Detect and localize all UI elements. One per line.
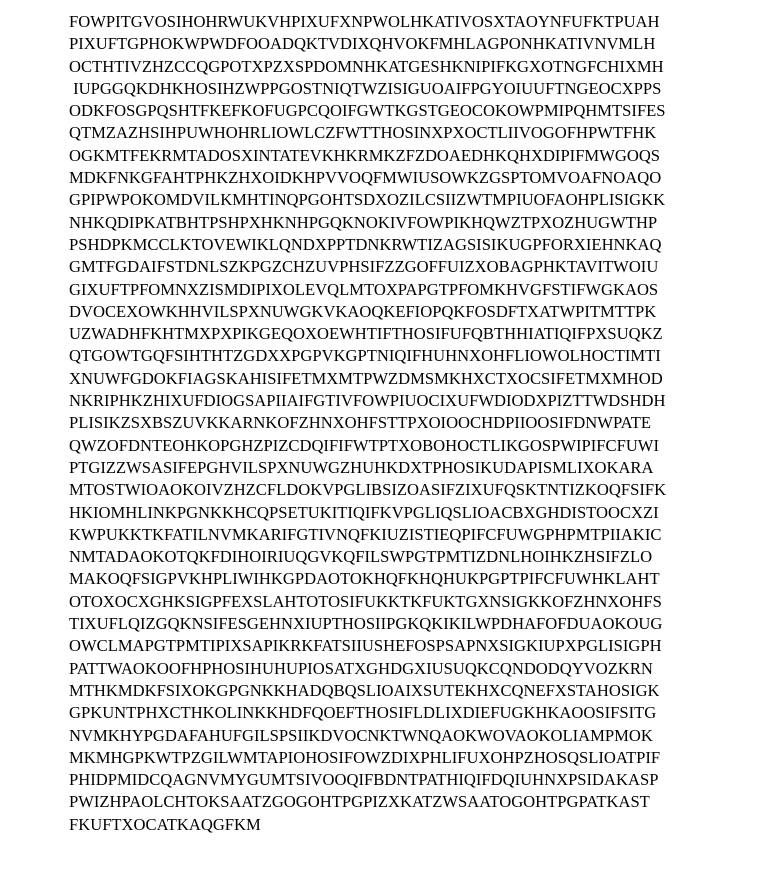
text-line: UZWADHFKHTMXPXPIKGEQOXOEWHTIFTHOSIFUFQBTHHIATIQIFPXSUQKZ — [69, 324, 663, 344]
text-line: FOWPITGVOSIHOHRWUKVHPIXUFXNPWOLHKATIVOSXTAOYNFUFKTPUAH — [69, 12, 660, 31]
text-line: TIXUFLQIZGQKNSIFESGEHNXIUPTHOSIIPGKQKIKILWPDHAFOFDUAOKOUG — [69, 614, 663, 634]
text-line: MTOSTWIOAOKOIVZHZCFLDOKVPGLIBSIZOASIFZIXUFQSKTNTIZKOQFSIFK — [69, 480, 667, 500]
text-line: GPIPWPOKOMDVILKMHTINQPGOHTSDXOZILCSIIZWTMPIUOFAOHPLISIGKK — [69, 190, 666, 210]
text-line: PATTWAOKOOFHPHOSIHUHUPIOSATXGHDGXIUSUQKCQNDODQYVOZKRN — [69, 658, 653, 678]
text-line: OTOXOCXGHKSIGPFEXSLAHTOTOSIFUKKTKFUKTGXNSIGKKOFZHNXOHFS — [69, 591, 662, 611]
text-line: FKUFTXOCATKAQGFKM — [69, 814, 261, 834]
text-line: QWZOFDNTEOHKOPGHZPIZCDQIFIFWTPTXOBOHOCTLIKGOSPWIPIFCFUWI — [69, 435, 659, 455]
text-line: PHIDPMIDCQAGNVMYGUMTSIVOOQIFBDNTPATHIQIFDQIUHNXPSIDAKASP — [69, 770, 659, 790]
text-line: PIXUFTGPHOKWPWDFOOADQKTVDIXQHVOKFMHLAGPONHKATIVNVMLH — [69, 34, 656, 54]
text-line: KWPUKKTKFATILNVMKARIFGTIVNQFKIUZISTIEQPIFCFUWGPHPMTPIIAKIC — [69, 524, 662, 544]
text-line: PSHDPKMCCLKTOVEWIKLQNDXPPTDNKRWTIZAGSISIKUGPFORXIEHNKAQ — [69, 234, 662, 254]
letter-grid-text — [69, 11, 759, 836]
text-line: OCTHTIVZHZCCQGPOTXPZXSPDOMNHKATGESHKNIPIFKGXOTNGFCHIXMH — [69, 56, 664, 76]
text-line: MTHKMDKFSIXOKGPGNKKHADQBQSLIOAIXSUTEKHXCQNEFXSTAHOSIGK — [69, 680, 660, 700]
text-line: GPKUNTPHXCTHKOLINKKHDFQOEFTHOSIFLDLIXDIEFUGKHKAOOSIFSITG — [69, 703, 657, 723]
text-line: ODKFOSGPQSHTFKEFKOFUGPCQOIFGWTKGSTGEOCOKOWPMIPQHMTSIFES — [69, 101, 666, 121]
text-line: PWIZHPAOLCHTOKSAATZGOGOHTPGPIZXKATZWSAATOGOHTPGPATKAST — [69, 792, 650, 812]
text-line: GMTFGDAIFSTDNLSZKPGZCHZUVPHSIFZZGOFFUIZXOBAGPHKTAVITWOIU — [69, 257, 659, 277]
text-line: QTGOWTGQFSIHTHTZGDXXPGPVKGPTNIQIFHUHNXOHFLIOWOLHOCTIMTI — [69, 346, 661, 366]
text-line: IUPGGQKDHKHOSIHZWPPGOSTNIQTWZISIGUOAIFPGYOIUUFTNGEOCXPPS — [69, 78, 662, 98]
text-line: PTGIZZWSASIFEPGHVILSPXNUWGZHUHKDXTPHOSIKUDAPISMLIXOKARA — [69, 457, 654, 477]
text-line: NMTADAOKOTQKFDIHOIRIUQGVKQFILSWPGTPMTIZDNLHOIHKZHSIFZLO — [69, 547, 653, 567]
text-line: QTMZAZHSIHPUWHOHRLIOWLCZFWTTHOSINXPXOCTLIIVOGOFHPWTFHK — [69, 123, 657, 143]
text-line: MAKOQFSIGPVKHPLIWIHKGPDAOTOKHQFKHQHUKPGPTPIFCFUWHKLAHT — [69, 569, 660, 589]
text-line: NHKQDIPKATBHTPSHPXHKNHPGQKNOKIVFOWPIKHQWZTPXOZHUGWTHP — [69, 212, 658, 232]
text-line: DVOCEXOWKHHVILSPXNUWGKVKAOQKEFIOPQKFOSDFTXATWPITMTTPK — [69, 301, 657, 321]
text-line: HKIOMHLINKPGNKKHCQPSETUKITIQIFKVPGLIQSLIOACBXGHDISTOOCXZI — [69, 502, 659, 522]
text-line: NKRIPHKZHIXUFDIOGSAPIIAIFGTIVFOWPIUOCIXUFWDIODXPIZTTWDSHDH — [69, 391, 666, 411]
text-line: XNUWFGDOKFIAGSKAHISIFETMXMTPWZDMSMKHXCTXOCSIFETMXMHOD — [69, 368, 663, 388]
text-line: OWCLMAPGTPMTIPIXSAPIKRKFATSIIUSHEFOSPSAPNXSIGKIUPXPGLISIGPH — [69, 636, 662, 656]
text-line: MDKFNKGFAHTPHKZHXOIDKHPVVOQFMWIUSOWKZGSPTOMVOAFNOAQO — [69, 168, 662, 188]
text-line: OGKMTFEKRMTADOSXINTATEVKHKRMKZFZDOAEDHKQHXDIPIFMWGOQS — [69, 145, 661, 165]
text-line: PLISIKZSXBSZUVKKARNKOFZHNXOHFSTTPXOIOOCHDPIIOOSIFDNWPATE — [69, 413, 652, 433]
text-line: GIXUFTPFOMNXZISMDIPIXOLEVQLMTOXPAPGTPFOMKHVGFSTIFWGKAOS — [69, 279, 659, 299]
text-line: MKMHGPKWTPZGILWMTAPIOHOSIFOWZDIXPHLIFUXOHPZHOSQSLIOATPIF — [69, 747, 661, 767]
text-line: NVMKHYPGDAFAHUFGILSPSIIKDVOCNKTWNQAOKWOVAOKOLIAMPMOK — [69, 725, 653, 745]
